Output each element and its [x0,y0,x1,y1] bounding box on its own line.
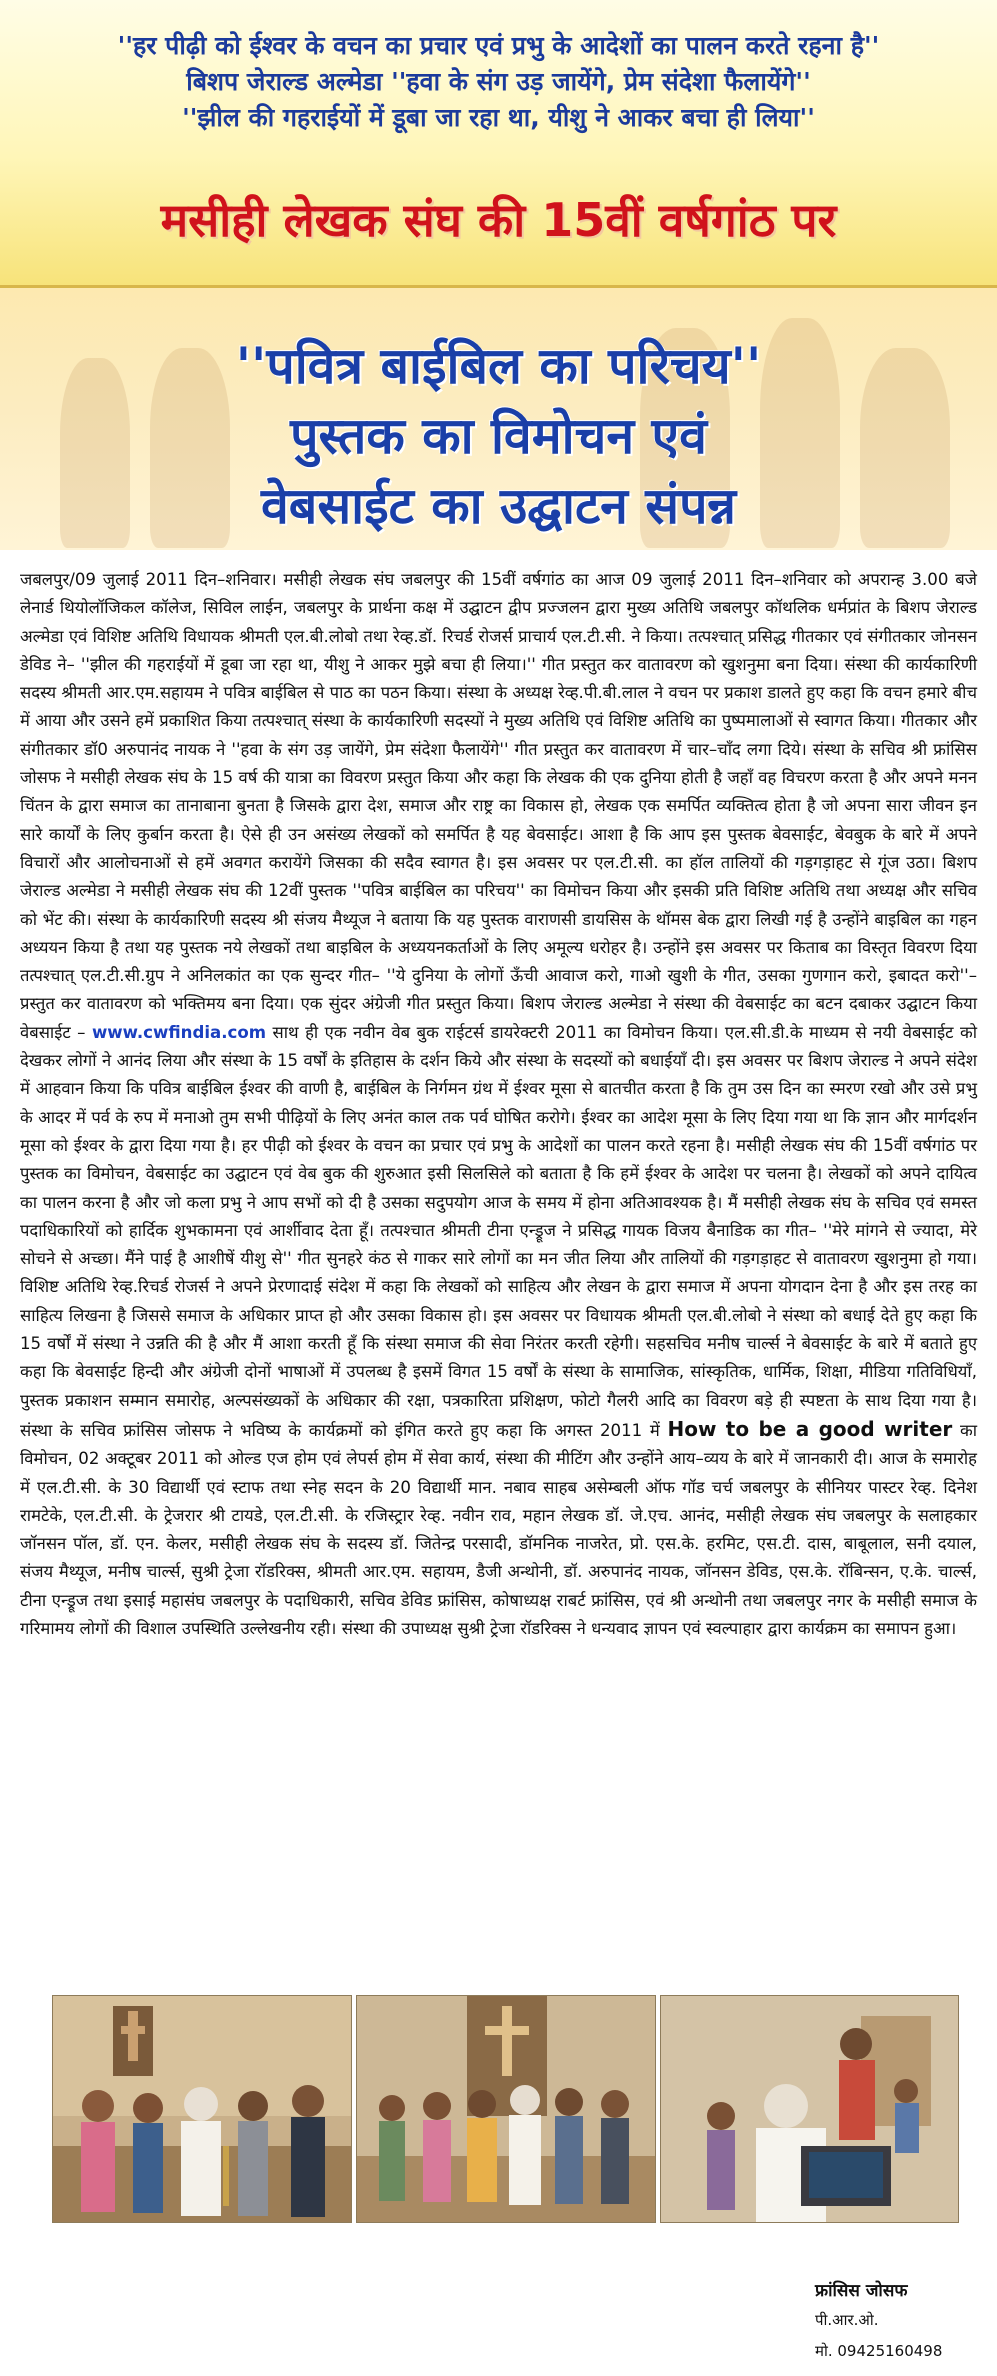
subtitle-line-3: वेबसाईट का उद्घाटन संपन्न [260,477,737,535]
subtitle-line-2: पुस्तक का विमोचन एवं [290,407,707,465]
article-text-part-2: साथ ही एक नवीन वेब बुक राईटर्स डायरेक्टरी 2011 का विमोचन किया। एल.सी.डी.के माध्यम से नयी वेबसाईट को देखकर लोगों ने आनंद लिया और संस्था के 15 वर्षों के इतिहास के दर्शन किये और संस्था के सदस्यों को बधाईयाँ दी। इस अवसर पर बिशप जेराल्ड ने अपने संदेश में आहवान किया कि पवित्र बाईबिल ईश्वर की वाणी है, बाईबिल के निर्गमन ग्रंथ में ईश्वर मूसा से बातचीत करता है कि तुम उस दिन का स्मरण रखो और उसे प्रभु के आदर में पर्व के रुप में मनाओ तुम सभी पीढ़ियों के लिए अनंत काल तक पर्व घोषित करोगे। ईश्वर का आदेश मूसा के लिए दिया गया था कि ज्ञान और मार्गदर्शन मूसा को ईश्वर के द्वारा दिया गया है। हर पीढ़ी को ईश्वर के वचन का प्रचार एवं प्रभु के आदेशों का पालन करते रहना है। मसीही लेखक संघ की 15वीं वर्षगांठ पर पुस्तक का विमोचन, वेबसाईट का उद्घाटन एवं वेब बुक की शुरुआत इसी सिलसिले को बताता है कि हमें ईश्वर के आदेश पर चलना है। लेखकों को अपने दायित्व का पालन करना है और जो कला प्रभु ने आप सभों को दी है उसका सदुपयोग आज के समय में होना अतिआवश्यक है। मैं मसीही लेखक संघ के सचिव एवं समस्त पदाधिकारियों को हार्दिक शुभकामना एवं आर्शीवाद देता हूँ। तत्पश्चात श्रीमती टीना एन्ड्रूज ने प्रसिद्ध गायक विजय बैनाडिक का गीत– ''मेरे मांगने से ज्यादा, मेरे सोचने से अच्छा। मैंने पाई है आशीषें यीशु से'' गीत सुनहरे कंठ से गाकर सारे लोगों का मन जीत लिया और तालियों की गड़गड़ाहट से वातावरण खुशनुमा हो गया। विशिष्ट अतिथि रेव्ह.रिचर्ड रोजर्स ने अपने प्रेरणादाई संदेश में कहा कि लेखकों को साहित्य और लेखन के द्वारा समाज में अपना योगदान देना है और इस तरह का साहित्य लिखना है जिससे समाज के अधिकार प्राप्त हो और उसका विकास हो। इस अवसर पर विधायक श्रीमती एल.बी.लोबो ने संस्था को बधाई देते हुए कहा कि 15 वर्षों में संस्था ने उन्नति की है और मैं आशा करती हूँ कि संस्था समाज की सेवा निरंतर करती रहेगी। सहसचिव मनीष चार्ल्स ने बेवसाईट के बारे में बताते हुए कहा कि बेवसाईट हिन्दी और अंग्रेजी दोनों भाषाओं में उपलब्ध है इसमें विगत 15 वर्षों के संस्था के सामाजिक, सांस्कृतिक, धार्मिक, शिक्षा, मीडिया गतिविधियाँ, पुस्तक प्रकाशन सम्मान समारोह, अल्पसंख्यकों के अधिकार की रक्षा, पत्रकारिता प्रशिक्षण, फोटो गैलरी आदि का विवरण बड़े ही स्पष्टता के साथ दिया गया है। संस्था के सचिव फ्रांसिस जोसफ ने भविष्य के कार्यक्रमों को इंगित करते हुए कहा कि अगस्त 2011 में [20,1022,977,1440]
article-text-part-3: का विमोचन, 02 अक्टूबर 2011 को ओल्ड एज होम एवं लेपर्स होम में सेवा कार्य, संस्था की मीटिंग और उन्होंने आय–व्यय के बारे में जानकारी दी। आज के समारोह में एल.टी.सी. के 30 विद्यार्थी एवं स्टाफ तथा स्नेह सदन के 20 विद्यार्थी मान. नबाव साहब असेम्बली ऑफ गॉड चर्च जबलपुर के सीनियर पास्टर रेव्ह. दिनेश रामटेके, एल.टी.सी. के ट्रेजरार श्री टायडे, एल.टी.सी. के रजिस्ट्रार रेव्ह. नवीन राव, महान लेखक डॉ. जे.एच. आनंद, मसीही लेखक संघ जबलपुर के सलाहकार जॉनसन पॉल, डॉ. एन. केलर, मसीही लेखक संघ के सदस्य डॉ. जितेन्द्र परसादी, डॉमनिक नाजरेत, प्रो. एस.के. हरमिट, एस.टी. दास, बाबूलाल, सनी दयाल, संजय मैथ्यूज, मनीष चार्ल्स, सुश्री ट्रेजा रॉडरिक्स, श्रीमती आर.एम. सहायम, डैजी अन्थोनी, डॉ. अरुपानंद नायक, जॉनसन डेविड, एस.के. रॉबिन्सन, ए.के. चार्ल्स, टीना एन्ड्रूज तथा इसाई महासंघ जबलपुर के पदाधिकारी, सचिव डेविड फ्रांसिस, कोषाध्यक्ष राबर्ट फ्रांसिस, एवं श्री अन्थोनी तथा जबलपुर नगर के मसीही समाज के गरिमामय लोगों की विशाल उपस्थिति उल्लेखनीय रही। संस्था की उपाध्यक्ष सुश्री ट्रेजा रॉडरिक्स ने धन्यवाद ज्ञापन एवं स्वल्पाहार द्वारा कार्यक्रम का समापन हुआ। [20,1420,977,1638]
article-text-part-1: जबलपुर/09 जुलाई 2011 दिन–शनिवार। मसीही लेखक संघ जबलपुर की 15वीं वर्षगांठ का आज 09 जुलाई 2011 दिन–शनिवार को अपरान्ह 3.00 बजे लेनार्ड थियोलॉजिकल कॉलेज, सिविल लाईन, जबलपुर के प्रार्थना कक्ष में उद्घाटन द्वीप प्रज्जलन द्वारा मुख्य अतिथि जबलपुर कॉथलिक धर्मप्रांत के बिशप जेराल्ड अल्मेडा एवं विशिष्ट अतिथि विधायक श्रीमती एल.बी.लोबो तथा रेव्ह.डॉ. रिचर्ड रोजर्स प्राचार्य एल.टी.सी. ने किया। तत्पश्चात् प्रसिद्ध गीतकार एवं संगीतकार जोनसन डेविड ने– ''झील की गहराईयों में डूबा जा रहा था, यीशु ने आकर मुझे बचा ही लिया।'' गीत प्रस्तुत कर वातावरण को खुशनुमा बना दिया। संस्था की कार्यकारिणी सदस्य श्रीमती आर.एम.सहायम ने पवित्र बाईबिल से पाठ का पठन किया। संस्था के अध्यक्ष रेव्ह.पी.बी.लाल ने वचन पर प्रकाश डालते हुए कहा कि वचन हमारे बीच में आया और उसने हमें प्रकाशित किया तत्पश्चात् संस्था के कार्यकारिणी सदस्यों ने मुख्य अतिथि एवं विशिष्ट अतिथि का पुष्पमालाओं से स्वागत किया। गीतकार और संगीतकार डॉ0 अरुपानंद नायक ने ''हवा के संग उड़ जायेंगे, प्रेम संदेशा फैलायेंगे'' गीत प्रस्तुत कर वातावरण में चार–चाँद लगा दिये। संस्था के सचिव श्री फ्रांसिस जोसफ ने मसीही लेखक संघ के 15 वर्ष की यात्रा का विवरण प्रस्तुत किया और कहा कि लेखक की एक दुनिया होती है जहाँ वह विचरण करता है और अपने मनन चिंतन के द्वारा समाज का तानाबाना बुनता है जिसके द्वारा देश, समाज और राष्ट्र का विकास हो, लेखक एक समर्पित व्यक्तित्व होता है जो अपना सारा जीवन इन सारे कार्यों के लिए कुर्बान करता है। ऐसे ही उन असंख्य लेखकों को समर्पित है यह बेवसाईट। आशा है कि आप इस पुस्तक बेवसाईट, बेवबुक के बारे में अपने विचारों और आलोचनाओं से हमें अवगत करायेंगे जिसका की सदैव स्वागत है। इस अवसर पर एल.टी.सी. का हॉल तालियों की गड़गड़ाहट से गूंज उठा। बिशप जेराल्ड अल्मेडा ने मसीही लेखक संघ की 12वीं पुस्तक ''पवित्र बाईबिल का परिचय'' का विमोचन किया और इसकी प्रति विशिष्ट अतिथि तथा अध्यक्ष और सचिव को भेंट की। संस्था के कार्यकारिणी सदस्य श्री संजय मैथ्यूज ने बताया कि यह पुस्तक वाराणसी डायसिस के थॉमस बेक द्वारा लिखी गई है उन्होंने बाइबिल का गहन अध्ययन किया है तथा यह पुस्तक नये लेखकों तथा बाइबिल के अध्ययनकर्ताओं के लिए अमूल्य धरोहर है। उन्होंने इस अवसर पर किताब का विस्तृत विवरण दिया तत्पश्चात् एल.टी.सी.ग्रुप ने अनिलकांत का एक सुन्दर गीत– ''ये दुनिया के लोगों ऊँची आवाज करो, गाओ खुशी के गीत, उसका गुणगान करो, इबादत करो''– प्रस्तुत कर वातावरण को भक्तिमय बना दिया। एक सुंदर अंग्रेजी गीत प्रस्तुत किया। बिशप जेराल्ड अल्मेडा ने संस्था की वेबसाईट का बटन दबाकर उद्घाटन किया वेबसाईट – [20,570,977,1042]
event-photo-website-launch [660,1995,959,2223]
event-photo-lamp-lighting [52,1995,352,2223]
article-paragraph [20,566,977,1643]
website-link[interactable]: www.cwfindia.com [91,1022,267,1042]
event-photo-book-release [356,1995,656,2223]
subtitle-line-1: ''पवित्र बाईबिल का परिचय'' [235,337,762,395]
header-quote-2: बिशप जेराल्ड अल्मेडा ''हवा के संग उड़ जायेंगे, प्रेम संदेशा फैलायेंगे'' [186,67,811,96]
article-body [20,566,977,1643]
main-title: मसीही लेखक संघ की 15वीं वर्षगांठ पर [160,193,837,247]
header-quote-3: ''झील की गहराईयों में डूबा जा रहा था, यीशु ने आकर बचा ही लिया'' [182,103,815,132]
signature-phone: मो. 09425160498 [815,2342,943,2360]
photo-row [52,1995,957,2221]
header-quote-1: ''हर पीढ़ी को ईश्वर के वचन का प्रचार एवं प्रभु के आदेशों का पालन करते रहना है'' [117,31,880,60]
signature-name: फ्रांसिस जोसफ [815,2281,908,2301]
signature-title: पी.आर.ओ. [815,2311,879,2329]
book-title: How to be a good writer [667,1416,953,1441]
